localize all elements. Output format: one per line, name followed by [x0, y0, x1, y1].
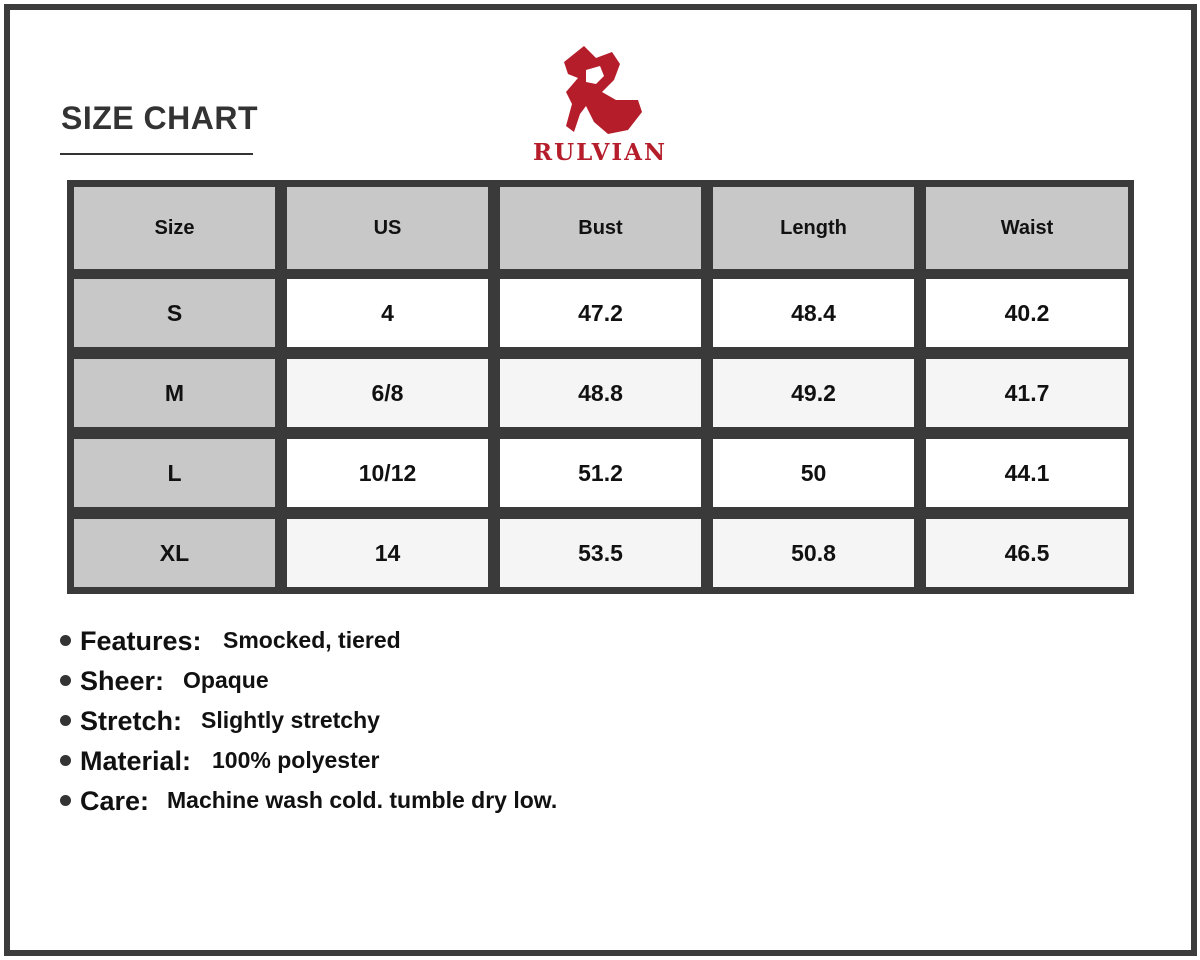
column-header: Length [713, 187, 914, 269]
table-cell: 48.4 [713, 279, 914, 347]
title-underline [60, 153, 253, 155]
bullet-icon [60, 675, 71, 686]
table-cell: 47.2 [500, 279, 701, 347]
table-cell: 53.5 [500, 519, 701, 587]
brand-name: RULVIAN [532, 139, 668, 166]
column-header: Waist [926, 187, 1128, 269]
spec-value: Machine wash cold. tumble dry low. [167, 787, 558, 813]
page-title: SIZE CHART [61, 100, 258, 136]
bullet-icon [60, 755, 71, 766]
column-header: Bust [500, 187, 701, 269]
bullet-icon [60, 635, 71, 646]
table-cell: 41.7 [926, 359, 1128, 427]
bullet-icon [60, 715, 71, 726]
size-table [67, 180, 1134, 594]
table-cell: 51.2 [500, 439, 701, 507]
size-label-cell: S [74, 279, 275, 347]
table-cell: 48.8 [500, 359, 701, 427]
spec-label: Material: [80, 746, 192, 776]
spec-value: 100% polyester [212, 747, 380, 773]
spec-label: Care: [80, 786, 150, 816]
spec-label: Sheer: [80, 666, 165, 696]
table-cell: 40.2 [926, 279, 1128, 347]
spec-value: Opaque [183, 667, 269, 693]
table-cell: 6/8 [287, 359, 488, 427]
column-header: US [287, 187, 488, 269]
table-cell: 14 [287, 519, 488, 587]
spec-label: Features: [80, 626, 202, 656]
size-label-cell: M [74, 359, 275, 427]
size-label-cell: L [74, 439, 275, 507]
spec-value: Slightly stretchy [201, 707, 380, 733]
table-cell: 49.2 [713, 359, 914, 427]
bullet-icon [60, 795, 71, 806]
spec-label: Stretch: [80, 706, 183, 736]
size-label-cell: XL [74, 519, 275, 587]
table-cell: 50.8 [713, 519, 914, 587]
table-cell: 46.5 [926, 519, 1128, 587]
table-cell: 10/12 [287, 439, 488, 507]
table-cell: 4 [287, 279, 488, 347]
column-header: Size [74, 187, 275, 269]
table-cell: 44.1 [926, 439, 1128, 507]
table-cell: 50 [713, 439, 914, 507]
spec-value: Smocked, tiered [223, 627, 401, 653]
